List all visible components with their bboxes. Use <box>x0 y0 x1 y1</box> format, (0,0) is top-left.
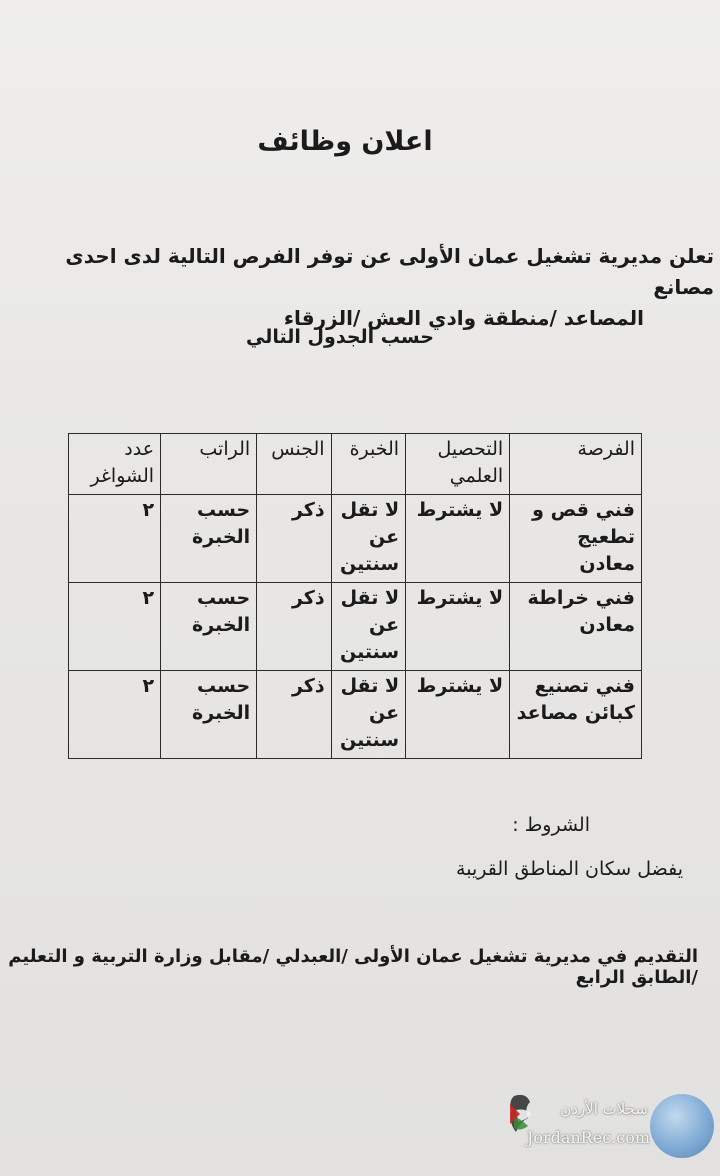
cell-gender: ذكر <box>257 583 331 671</box>
cell-experience: لا تقل عن سنتين <box>331 583 406 671</box>
cell-job: فني تصنيع كبائن مصاعد <box>510 671 642 759</box>
cell-gender: ذكر <box>257 671 331 759</box>
header-education: التحصيل العلمي <box>406 434 510 495</box>
watermark-english: JordanRec.com <box>526 1128 650 1147</box>
cell-vacancies: ٢ <box>69 671 161 759</box>
cell-salary: حسب الخبرة <box>161 495 257 583</box>
table-row <box>69 495 642 583</box>
table-header-row <box>69 434 642 495</box>
header-job: الفرصة <box>510 434 642 495</box>
cell-job: فني قص و تطعيج معادن <box>510 495 642 583</box>
cell-job: فني خراطة معادن <box>510 583 642 671</box>
cell-experience: لا تقل عن سنتين <box>331 495 406 583</box>
intro-paragraph <box>34 241 714 334</box>
conditions-item: يفضل سكان المناطق القريبة <box>456 858 683 880</box>
cell-education: لا يشترط <box>406 583 510 671</box>
table-row <box>69 583 642 671</box>
cell-gender: ذكر <box>257 495 331 583</box>
intro-line-1: تعلن مديرية تشغيل عمان الأولى عن توفر الفرص التالية لدى احدى مصانع <box>65 244 714 299</box>
page-title: اعلان وظائف <box>257 126 433 157</box>
watermark <box>506 1086 720 1166</box>
header-experience: الخبرة <box>331 434 406 495</box>
globe-icon <box>650 1094 714 1158</box>
cell-salary: حسب الخبرة <box>161 671 257 759</box>
jobs-table <box>68 433 642 759</box>
cell-vacancies: ٢ <box>69 495 161 583</box>
header-gender: الجنس <box>257 434 331 495</box>
subtitle: حسب الجدول التالي <box>246 326 434 348</box>
table-row <box>69 671 642 759</box>
cell-education: لا يشترط <box>406 671 510 759</box>
apply-instructions: التقديم في مديرية تشغيل عمان الأولى /العبدلي /مقابل وزارة التربية و التعليم /الطابق الرابع <box>8 946 698 988</box>
cell-experience: لا تقل عن سنتين <box>331 671 406 759</box>
header-salary: الراتب <box>161 434 257 495</box>
conditions-heading: الشروط : <box>512 814 590 836</box>
cell-vacancies: ٢ <box>69 583 161 671</box>
intro-line-2: المصاعد /منطقة وادي العش /الزرقاء <box>283 306 644 330</box>
header-vacancies: عدد الشواغر <box>69 434 161 495</box>
cell-education: لا يشترط <box>406 495 510 583</box>
watermark-arabic: سجلات الأردن <box>560 1100 648 1118</box>
cell-salary: حسب الخبرة <box>161 583 257 671</box>
